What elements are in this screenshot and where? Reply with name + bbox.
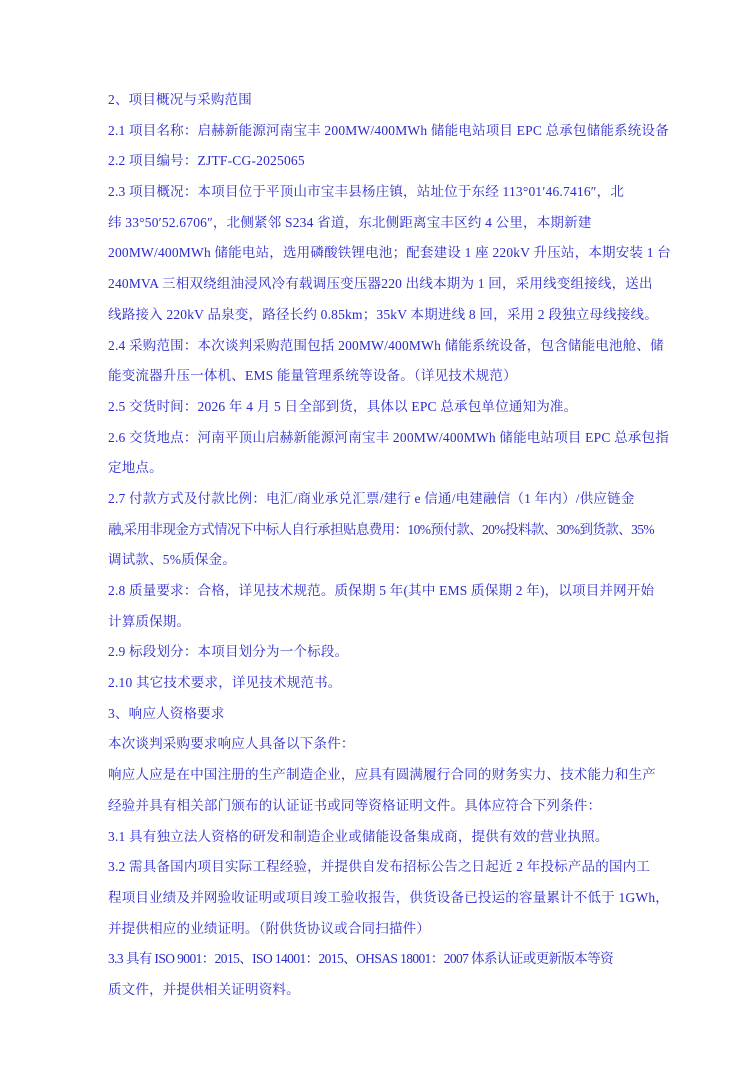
- section-heading-3: [108, 699, 658, 730]
- paragraph-qualification-3-3: [108, 944, 658, 1005]
- doc-line: 经验并具有相关部门颁布的认证证书或同等资格证明文件。具体应符合下列条件：: [108, 797, 602, 813]
- paragraph-delivery-place: [108, 423, 669, 484]
- doc-line: 融,采用非现金方式情况下中标人自行承担贴息费用：10%预付款、20%投料款、30%到货款、35%: [108, 521, 655, 537]
- doc-line: 2.7 付款方式及付款比例：电汇/商业承兑汇票/建行 e 信通/电建融信（1 年内）/供应链金: [108, 490, 635, 506]
- paragraph-other-requirements: [108, 668, 658, 699]
- paragraph-qualification-3-1: [108, 822, 658, 853]
- paragraph-payment-terms: [108, 484, 658, 576]
- doc-line: 3.2 需具备国内项目实际工程经验，并提供自发布招标公告之日起近 2 年投标产品的国内工: [108, 859, 651, 875]
- doc-line: 2.5 交货时间：2026 年 4 月 5 日全部到货，具体以 EPC 总承包单位通知为准。: [108, 398, 578, 414]
- doc-line: 2.4 采购范围：本次谈判采购范围包括 200MW/400MWh 储能系统设备，包含储能电池舱、储: [108, 337, 664, 353]
- doc-line: 程项目业绩及并网验收证明或项目竣工验收报告，供货设备已投运的容量累计不低于 1GWh，: [108, 889, 669, 905]
- doc-line: 定地点。: [108, 460, 163, 476]
- doc-line: 能变流器升压一体机、EMS 能量管理系统等设备。（详见技术规范）: [108, 368, 517, 384]
- paragraph-delivery-time: [108, 392, 658, 423]
- paragraph-project-name: [108, 116, 669, 147]
- doc-line: 2.2 项目编号：ZJTF-CG-2025065: [108, 153, 305, 169]
- doc-line: 2.6 交货地点：河南平顶山启赫新能源河南宝丰 200MW/400MWh 储能电站项目 EPC 总承包指: [108, 429, 669, 445]
- doc-line: 240MVA 三相双绕组油浸风冷有载调压变压器220 出线本期为 1 回，采用线变组接线，送出: [108, 276, 653, 292]
- paragraph-qualification-3-2: [108, 852, 669, 944]
- doc-line: 2.3 项目概况：本项目位于平顶山市宝丰县杨庄镇，站址位于东经 113°01′46.7416″，北: [108, 184, 625, 200]
- paragraph-lot-division: [108, 637, 658, 668]
- paragraph-qualification-intro: [108, 729, 658, 760]
- doc-line: 并提供相应的业绩证明。（附供货协议或合同扫描件）: [108, 920, 431, 936]
- paragraph-project-number: [108, 146, 658, 177]
- paragraph-project-overview: [108, 177, 671, 330]
- doc-line: 2.9 标段划分：本项目划分为一个标段。: [108, 644, 349, 660]
- paragraph-qualification-general: [108, 760, 658, 821]
- section-heading-2: [108, 85, 658, 116]
- doc-line: 2、项目概况与采购范围: [108, 92, 252, 107]
- doc-line: 计算质保期。: [108, 613, 191, 629]
- doc-line: 3.3 具有 ISO 9001：2015、ISO 14001：2015、OHSAS 18001：2007 体系认证或更新版本等资: [108, 951, 613, 967]
- doc-line: 3.1 具有独立法人资格的研发和制造企业或储能设备集成商，提供有效的营业执照。: [108, 828, 609, 844]
- doc-line: 2.1 项目名称：启赫新能源河南宝丰 200MW/400MWh 储能电站项目 EPC 总承包储能系统设备: [108, 122, 669, 138]
- doc-line: 线路接入 220kV 品泉变，路径长约 0.85km；35kV 本期进线 8 回，采用 2 段独立母线接线。: [108, 306, 658, 322]
- doc-line: 3、响应人资格要求: [108, 705, 225, 721]
- doc-line: 2.8 质量要求：合格，详见技术规范。质保期 5 年(其中 EMS 质保期 2 年)，以项目并网开始: [108, 583, 655, 598]
- doc-line: 纬 33°50′52.6706″，北侧紧邻 S234 省道，东北侧距离宝丰区约 4 公里，本期新建: [108, 214, 592, 230]
- doc-line: 调试款、5%质保金。: [108, 552, 236, 568]
- paragraph-procurement-scope: [108, 331, 664, 392]
- paragraph-quality-requirements: [108, 576, 658, 637]
- doc-line: 质文件，并提供相关证明资料。: [108, 981, 300, 997]
- doc-line: 200MW/400MWh 储能电站，选用磷酸铁锂电池；配套建设 1 座 220kV 升压站，本期安装 1 台: [108, 245, 671, 261]
- doc-line: 本次谈判采购要求响应人具备以下条件：: [108, 736, 355, 752]
- doc-line: 响应人应是在中国注册的生产制造企业，应具有圆满履行合同的财务实力、技术能力和生产: [108, 767, 656, 783]
- doc-line: 2.10 其它技术要求，详见技术规范书。: [108, 675, 342, 691]
